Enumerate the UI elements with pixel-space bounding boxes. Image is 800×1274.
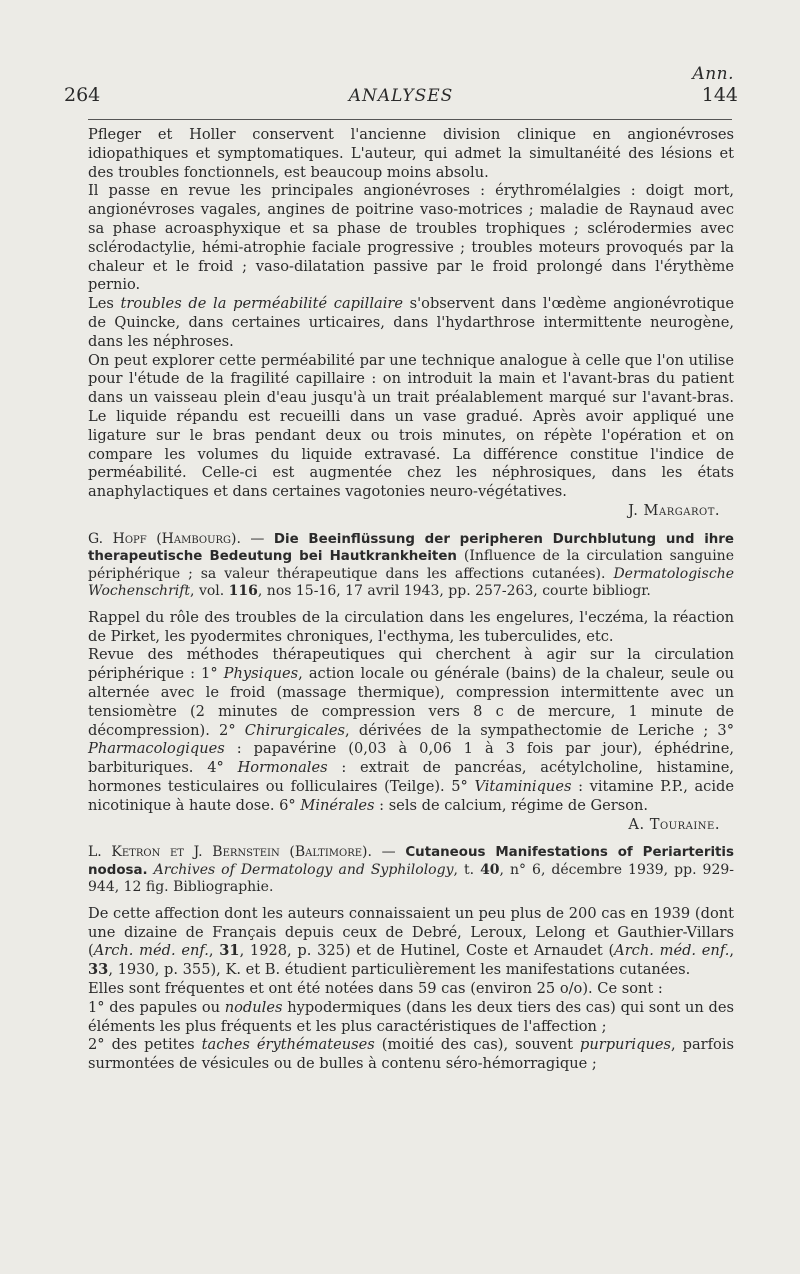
- signature: A. Touraine.: [628, 815, 720, 833]
- page-body: [88, 126, 734, 1074]
- reference-header: L. Ketron et J. Bernstein (Baltimore). — Cutaneous Manifestations of Periarteritis nodosa. Archives of Dermatology and Syphilology, t. 40, n° 6, décembre 1939, pp. 929-944, 12 fig. Bibliographie.: [88, 844, 734, 896]
- running-header: [64, 84, 738, 108]
- signature: J. Margarot.: [628, 501, 720, 519]
- paragraph: Pfleger et Holler conservent l'ancienne division clinique en angionévroses idiopathiques et symptomatiques. L'auteur, qui admet la simultanéité des lésions et des troubles fonctionnels, est beaucoup moins absolu.: [88, 126, 734, 181]
- paragraph: Rappel du rôle des troubles de la circulation dans les engelures, l'eczéma, la réaction de Pirket, les pyodermites chroniques, l'ecthyma, les tuberculides, etc.: [88, 608, 734, 645]
- article-title: Die Beeinflüssung der peripheren Durchblutung und ihre therapeutische Bedeutung bei Hautkrankheiten: [88, 531, 734, 565]
- header-rule: [88, 119, 732, 120]
- page-number: 264: [64, 84, 101, 106]
- paragraph: De cette affection dont les auteurs connaissaient un peu plus de 200 cas en 1939 (dont une dizaine de Français depuis ceux de Debré, Leroux, Lelong et Gauthier-Villars (Arch. méd. enf., 31, 1928, p. 325) et de Hutinel, Coste et Arnaudet (Arch. méd. enf., 33, 1930, p. 355), K. et B. étudient particulièrement les manifestations cutanées.: [88, 904, 734, 979]
- journal-name: Dermatologische Wochenschrift: [88, 565, 734, 600]
- article-title: Cutaneous Manifestations of Periarteritis nodosa.: [88, 845, 734, 878]
- author: G. Hopf (Hambourg). —: [88, 530, 274, 547]
- paragraph: 1° des papules ou nodules hypodermiques (dans les deux tiers des cas) qui sont un des éléments les plus fréquents et les plus caractéristiques de l'affection ;: [88, 998, 734, 1035]
- paragraph: Il passe en revue les principales angionévroses : érythromélalgies : doigt mort, angionévroses vagales, angines de poitrine vaso-motrices ; maladie de Raynaud avec sa phase acroasphyxique et sa phase de troubles trophiques ; sclérodermies avec sclérodactylie, hémi-atrophie faciale progressive ; troubles moteurs provoqués par la chaleur et le froid ; vaso-dilatation passive par le froid prolongé dans l'érythème pernio.: [88, 182, 734, 294]
- volume: 116: [228, 583, 258, 600]
- volume: 40: [480, 861, 500, 878]
- reference-header: G. Hopf (Hambourg). — Die Beeinflüssung der peripheren Durchblutung und ihre therapeutische Bedeutung bei Hautkrankheiten (Influence de la circulation sanguine périphérique ; sa valeur thérapeutique dans les affections cutanées). Dermatologische Wochenschrift, vol. 116, nos 15-16, 17 avril 1943, pp. 257-263, courte bibliogr.: [88, 530, 734, 600]
- paragraph: On peut explorer cette perméabilité par une technique analogue à celle que l'on utilise pour l'étude de la fragilité capillaire : on introduit la main et l'avant-bras du patient dans un vaisseau plein d'eau jusqu'à un trait préalablement marqué sur l'avant-bras. Le liquide répandu est recueilli dans un vase gradué. Après avoir appliqué une ligature sur le bras pendant deux ou trois minutes, on répète l'opération et on compare les volumes du liquide extravasé. La différence constitue l'indice de perméabilité. Celle-ci est augmentée chez les néphrosiques, dans les états anaphylactiques et dans certaines vagotonies neuro-végétatives.: [88, 351, 734, 501]
- author: L. Ketron et J. Bernstein (Baltimore). —: [88, 844, 406, 861]
- paragraph: Les troubles de la perméabilité capillaire s'observent dans l'œdème angionévrotique de Quincke, dans certaines urticaires, dans l'hydarthrose intermittente neurogène, dans les néphroses.: [88, 295, 734, 350]
- volume-number: 144: [701, 84, 738, 106]
- paragraph: Elles sont fréquentes et ont été notées dans 59 cas (environ 25 o/o). Ce sont :: [88, 979, 663, 997]
- section-title: ANALYSES: [348, 86, 454, 106]
- paragraph: 2° des petites taches érythémateuses (moitié des cas), souvent purpuriques, parfois surmontées de vésicules ou de bulles à contenu séro-hémorragique ;: [88, 1036, 734, 1073]
- paragraph: Revue des méthodes thérapeutiques qui cherchent à agir sur la circulation périphérique : 1° Physiques, action locale ou générale (bains) de la chaleur, seule ou alternée avec le froid (massage thermique), compression intermittente avec un tensiomètre (2 minutes de compression vers 8 c de mercure, 1 minute de décompression). 2° Chirurgicales, dérivées de la sympathectomie de Leriche ; 3° Pharmacologiques : papavérine (0,03 à 0,06 1 à 3 fois par jour), éphédrine, barbituriques. 4° Hormonales : extrait de pancréas, acétylcholine, histamine, hormones testiculaires ou folliculaires (Teilge). 5° Vitaminiques : vitamine P.P., acide nicotinique à haute dose. 6° Minérales : sels de calcium, régime de Gerson.: [88, 646, 735, 814]
- handwritten-annotation: Ann.: [692, 64, 734, 84]
- emphasis: troubles de la perméabilité capillaire: [120, 295, 403, 313]
- journal-name: Archives of Dermatology and Syphilology: [147, 861, 454, 878]
